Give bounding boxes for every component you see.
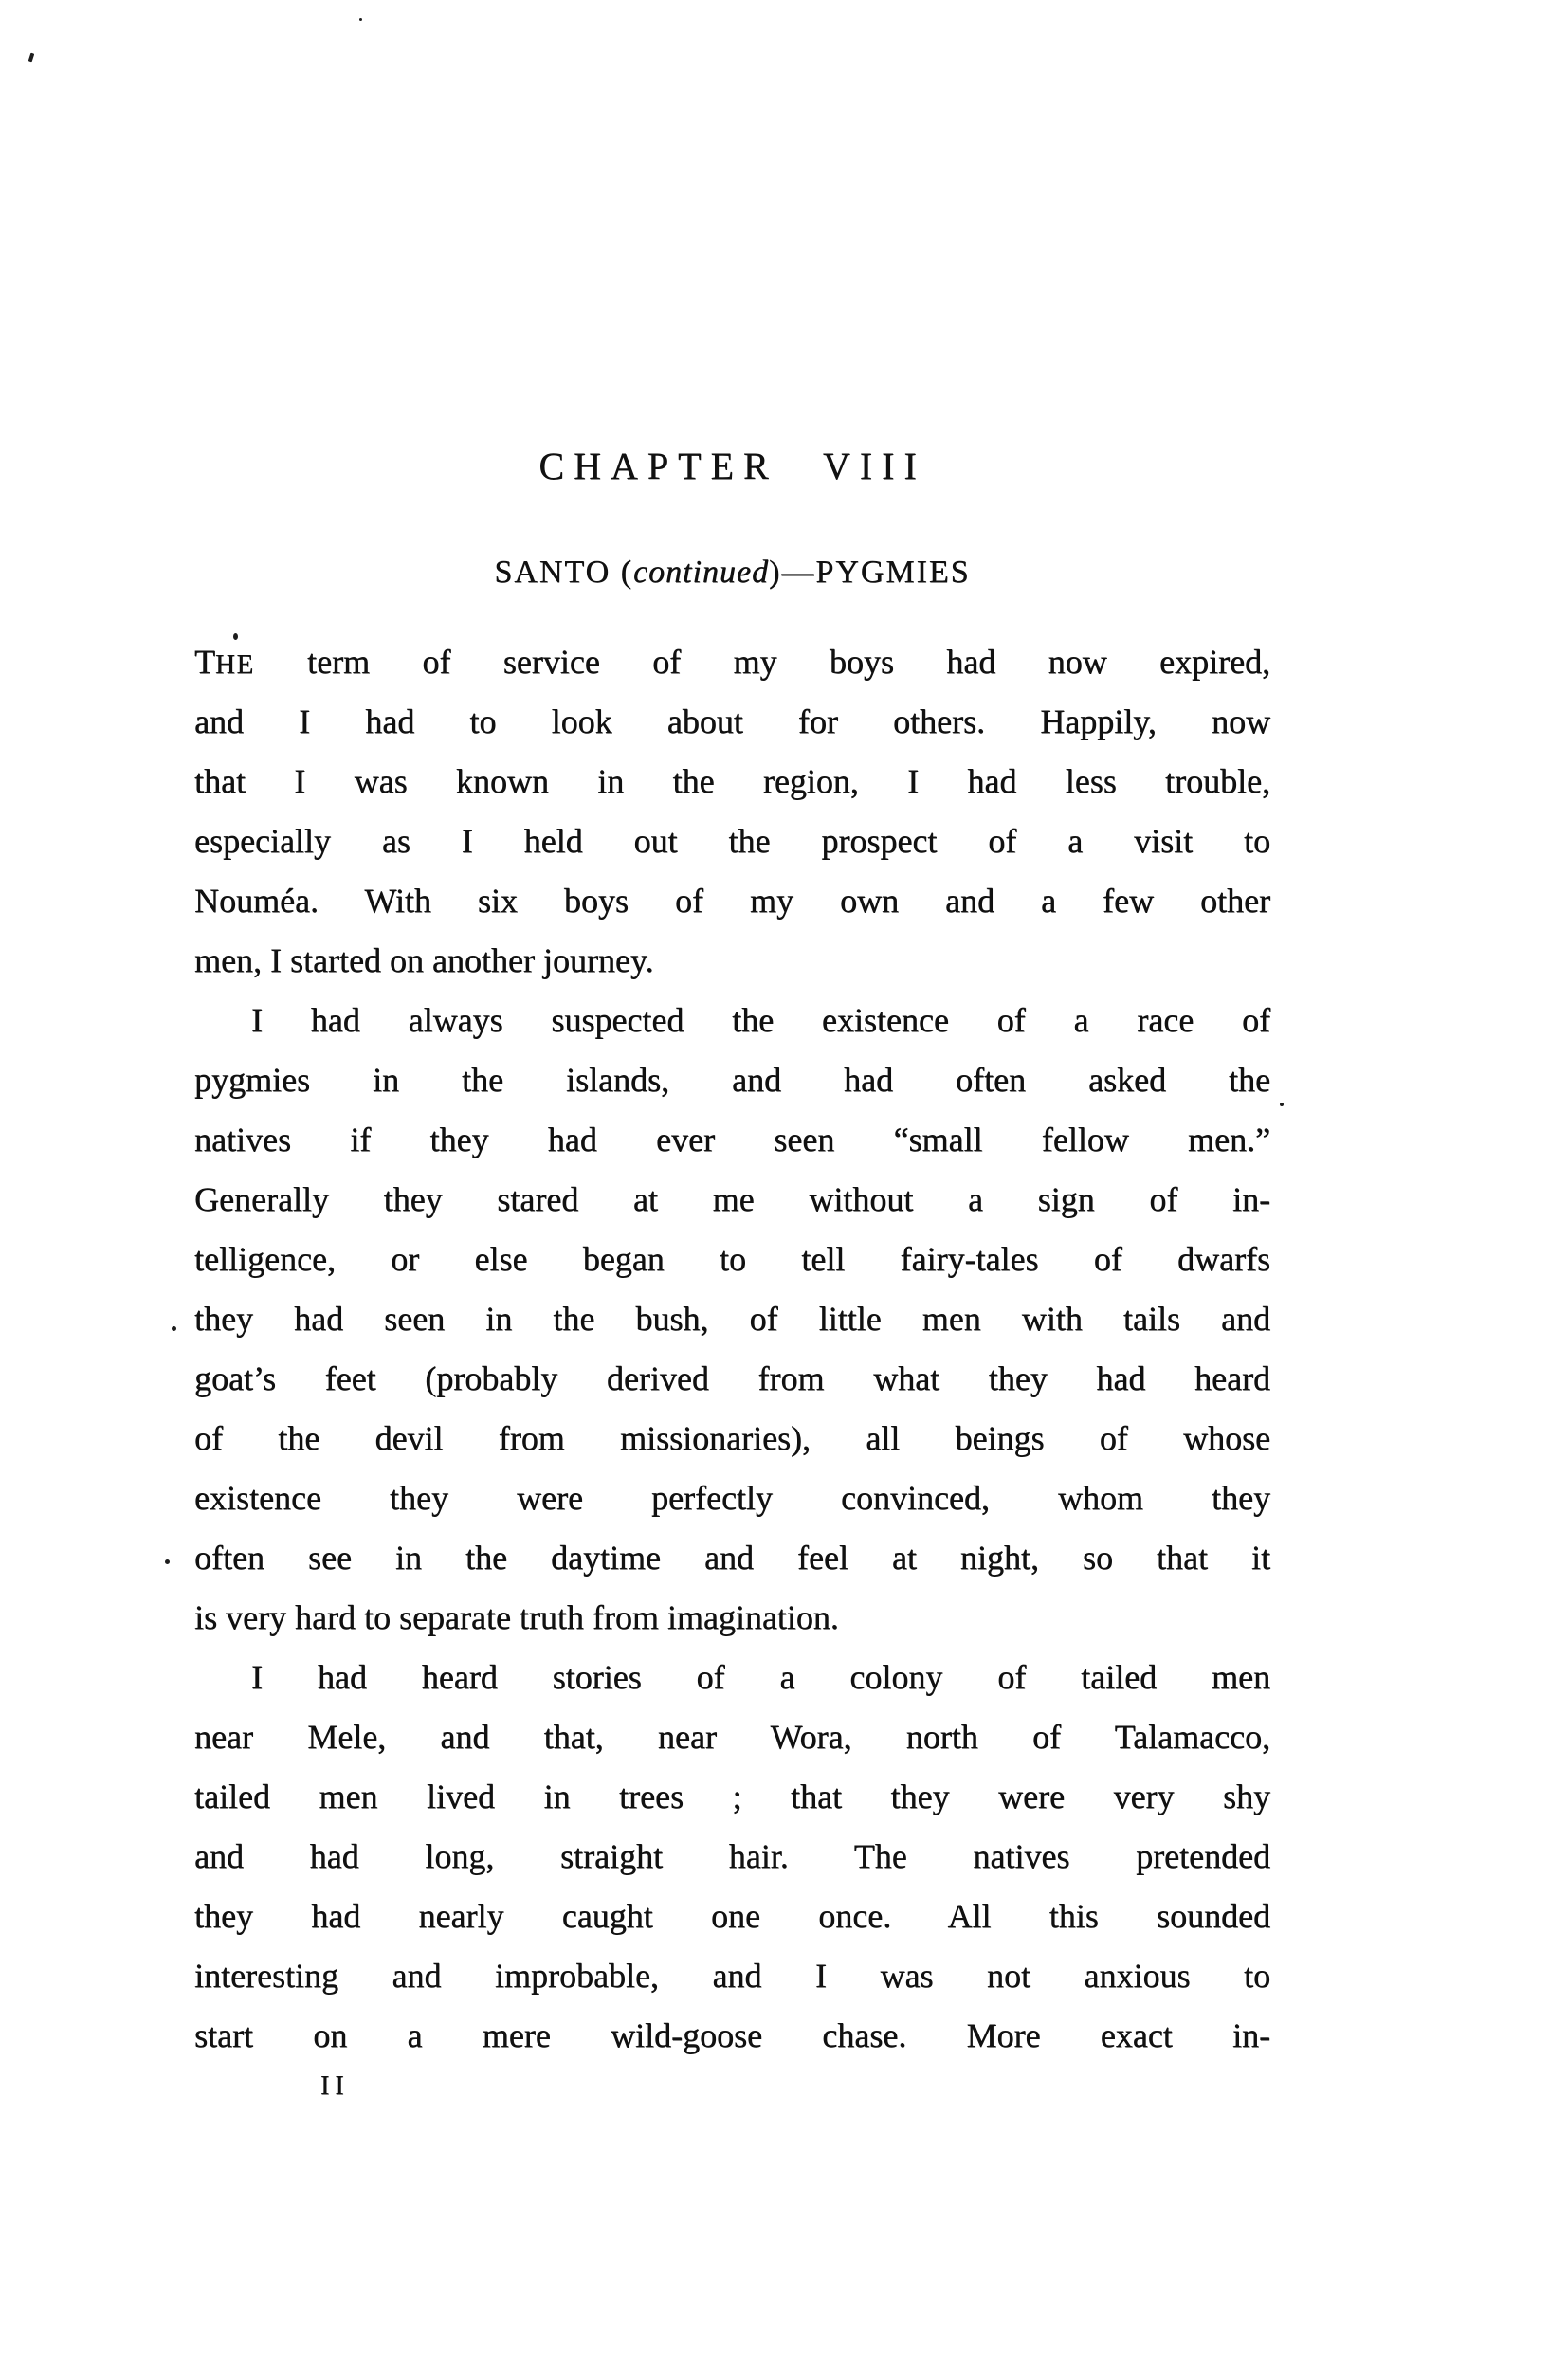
paragraph-2 — [194, 991, 1270, 1648]
text-line: is very hard to separate truth from imagination. — [194, 1598, 839, 1636]
paragraph-3 — [194, 1648, 1270, 2066]
text-line: of the devil from missionaries), all beings of whose — [194, 1419, 1270, 1457]
scan-speck — [172, 1326, 176, 1331]
text-line: often see in the daytime and feel at night, so that it — [194, 1539, 1270, 1577]
text-line: men, I started on another journey. — [194, 941, 654, 979]
text-line: goat’s feet (probably derived from what they had heard — [194, 1359, 1270, 1397]
text-line: existence they were perfectly convinced, whom they — [194, 1479, 1270, 1517]
scan-speck — [233, 633, 238, 640]
signature-mark: II — [320, 2071, 350, 2101]
scan-speck — [28, 53, 35, 63]
text-line: and I had to look about for others. Happily, now — [194, 702, 1270, 740]
text-line: telligence, or else began to tell fairy-tales of dwarfs — [194, 1240, 1270, 1278]
text-line: and had long, straight hair. The natives pretended — [194, 1837, 1270, 1875]
text-line: pygmies in the islands, and had often asked the — [194, 1061, 1270, 1099]
text-line: start on a mere wild-goose chase. More exact in- — [194, 2016, 1270, 2054]
text-line: I had heard stories of a colony of tailed men — [251, 1658, 1270, 1696]
chapter-subtitle — [194, 551, 1270, 594]
subtitle-prefix: SANTO ( — [494, 555, 633, 590]
subtitle-continued: continued — [632, 555, 770, 590]
text-line: Generally they stared at me without a sign of in- — [194, 1180, 1270, 1218]
paragraph-1 — [194, 632, 1270, 991]
text-line — [194, 632, 1270, 692]
text-line: that I was known in the region, I had less trouble, — [194, 762, 1270, 800]
text-line: natives if they had ever seen “small fellow men.” — [194, 1121, 1270, 1158]
text-line: especially as I held out the prospect of a visit to — [194, 822, 1270, 860]
text-line: I had always suspected the existence of a race of — [251, 1001, 1270, 1039]
opening-small-caps: HE — [215, 649, 255, 680]
scan-speck — [359, 18, 362, 21]
opening-initial: T — [194, 643, 215, 681]
scan-speck — [165, 1559, 170, 1564]
scan-speck — [1280, 1103, 1284, 1106]
text-line: interesting and improbable, and I was not anxious to — [194, 1957, 1270, 1995]
page-body — [194, 632, 1270, 2066]
text-line: tailed men lived in trees ; that they were very shy — [194, 1778, 1270, 1815]
subtitle-suffix: )—PYGMIES — [769, 555, 971, 590]
opening-rest: term of service of my boys had now expired, — [254, 643, 1270, 681]
text-line: they had seen in the bush, of little men with tails and — [194, 1300, 1270, 1338]
text-line: near Mele, and that, near Wora, north of Talamacco, — [194, 1718, 1270, 1756]
text-line: Nouméa. With six boys of my own and a few other — [194, 882, 1270, 920]
text-line: they had nearly caught one once. All this sounded — [194, 1897, 1270, 1935]
chapter-heading: CHAPTER VIII — [538, 445, 926, 487]
